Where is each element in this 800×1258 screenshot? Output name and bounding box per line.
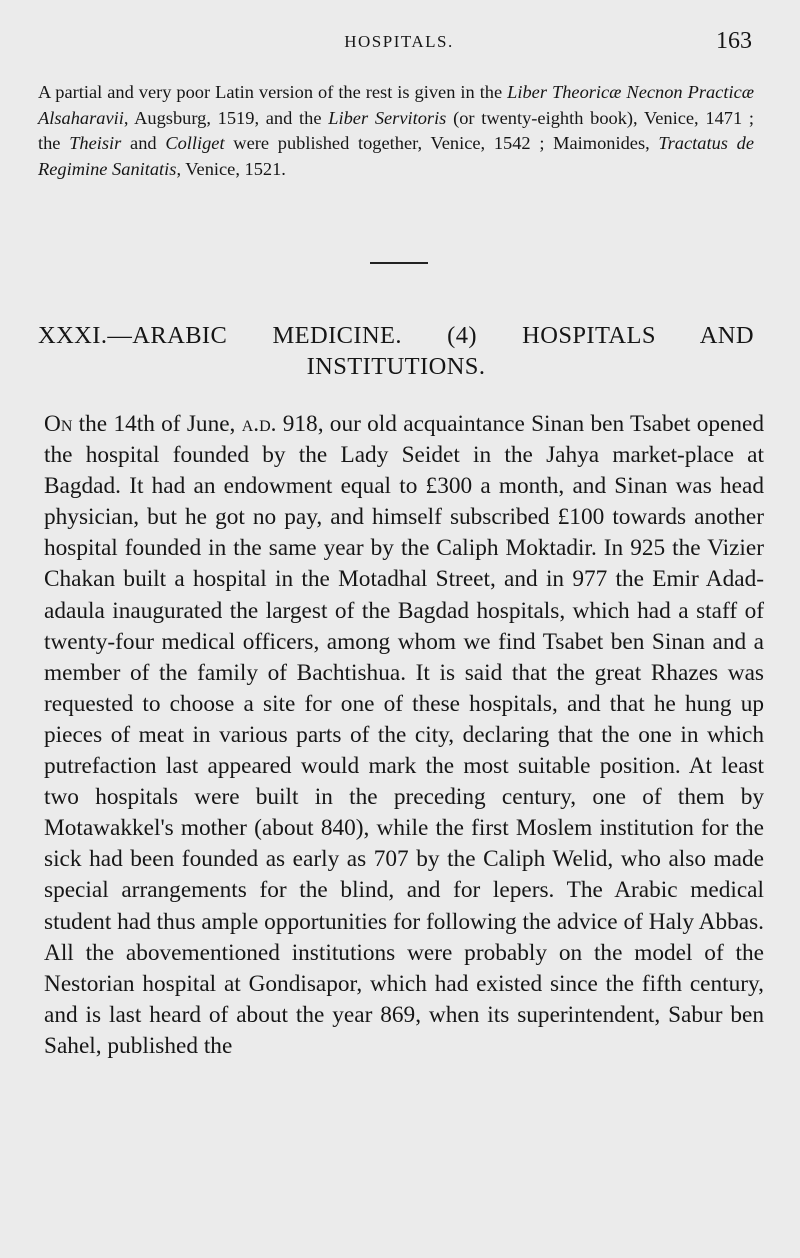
page-number: 163 xyxy=(716,28,752,54)
body-text xyxy=(44,409,764,1062)
footnote-text: and xyxy=(121,133,166,154)
footnote xyxy=(38,80,754,182)
footnote-title: Colliget xyxy=(165,133,225,154)
opening-word: On xyxy=(44,411,73,437)
footnote-title: Liber Servitoris xyxy=(328,107,447,128)
footnote-paragraph xyxy=(38,80,754,182)
section-divider xyxy=(370,262,428,264)
footnote-title: Tractatus de Regimine Sanitatis xyxy=(38,133,754,179)
running-head: HOSPITALS. xyxy=(344,32,454,51)
chapter-title-line-1: XXXI.—ARABIC MEDICINE. (4) HOSPITALS AND xyxy=(38,322,754,349)
footnote-text: , Augsburg, 1519, and the xyxy=(123,107,329,128)
footnote-text: A partial and very poor Latin version of the rest is given in the xyxy=(38,82,508,102)
footnote-text: , Venice, 1521. xyxy=(176,158,286,179)
footnote-title: Liber Theoricæ Necnon Practicæ Alsaharavii xyxy=(38,82,754,128)
body-paragraph xyxy=(44,409,764,1062)
chapter-title-line-2: INSTITUTIONS. xyxy=(306,353,486,380)
chapter-title xyxy=(38,320,754,382)
era-abbreviation: a.d. xyxy=(241,411,277,437)
footnote-text: were published together, Venice, 1542 ; Maimonides, xyxy=(224,133,659,154)
body-text-run: the 14th of June, xyxy=(72,411,242,437)
footnote-title: Theisir xyxy=(69,133,122,154)
footnote-text: (or twenty-eighth book), Venice, 1471 ; the xyxy=(38,107,755,154)
page-header xyxy=(40,28,758,62)
body-text-run: 918, our old acquaintance Sinan ben Tsabet opened the hospital founded by the Lady Seidet in the Jahya market-place at Bagdad. It had an endowment equal to £300 a month, and Sinan was head physician, but he got no pay, and himself subscribed £100 towards another hospital founded in the same year by the Caliph Moktadir. In 925 the Vizier Chakan built a hospital in the Motadhal Street, and in 977 the Emir Adad-adaula inaugurated the largest of the Bagdad hospitals, which had a staff of twenty-four medical officers, among whom we find Tsabet ben Sinan and a member of the family of Bachtishua. It is said that the great Rhazes was requested to choose a site for one of these hospitals, and that he hung up pieces of meat in various parts of the city, declaring that the one in which putrefaction last appeared would mark the most suitable position. At least two hospitals were built in the preceding century, one of them by Motawakkel's mother (about 840), while the first Moslem institution for the sick had been founded as early as 707 by the Caliph Welid, who also made special arrangements for the blind, and for lepers. The Arabic medical student had thus ample opportunities for following the advice of Haly Abbas. All the abovementioned institutions were probably on the model of the Nestorian hospital at Gondisapor, which had existed since the fifth century, and is last heard of about the year 869, when its superintendent, Sabur ben Sahel, published the xyxy=(44,411,765,1059)
